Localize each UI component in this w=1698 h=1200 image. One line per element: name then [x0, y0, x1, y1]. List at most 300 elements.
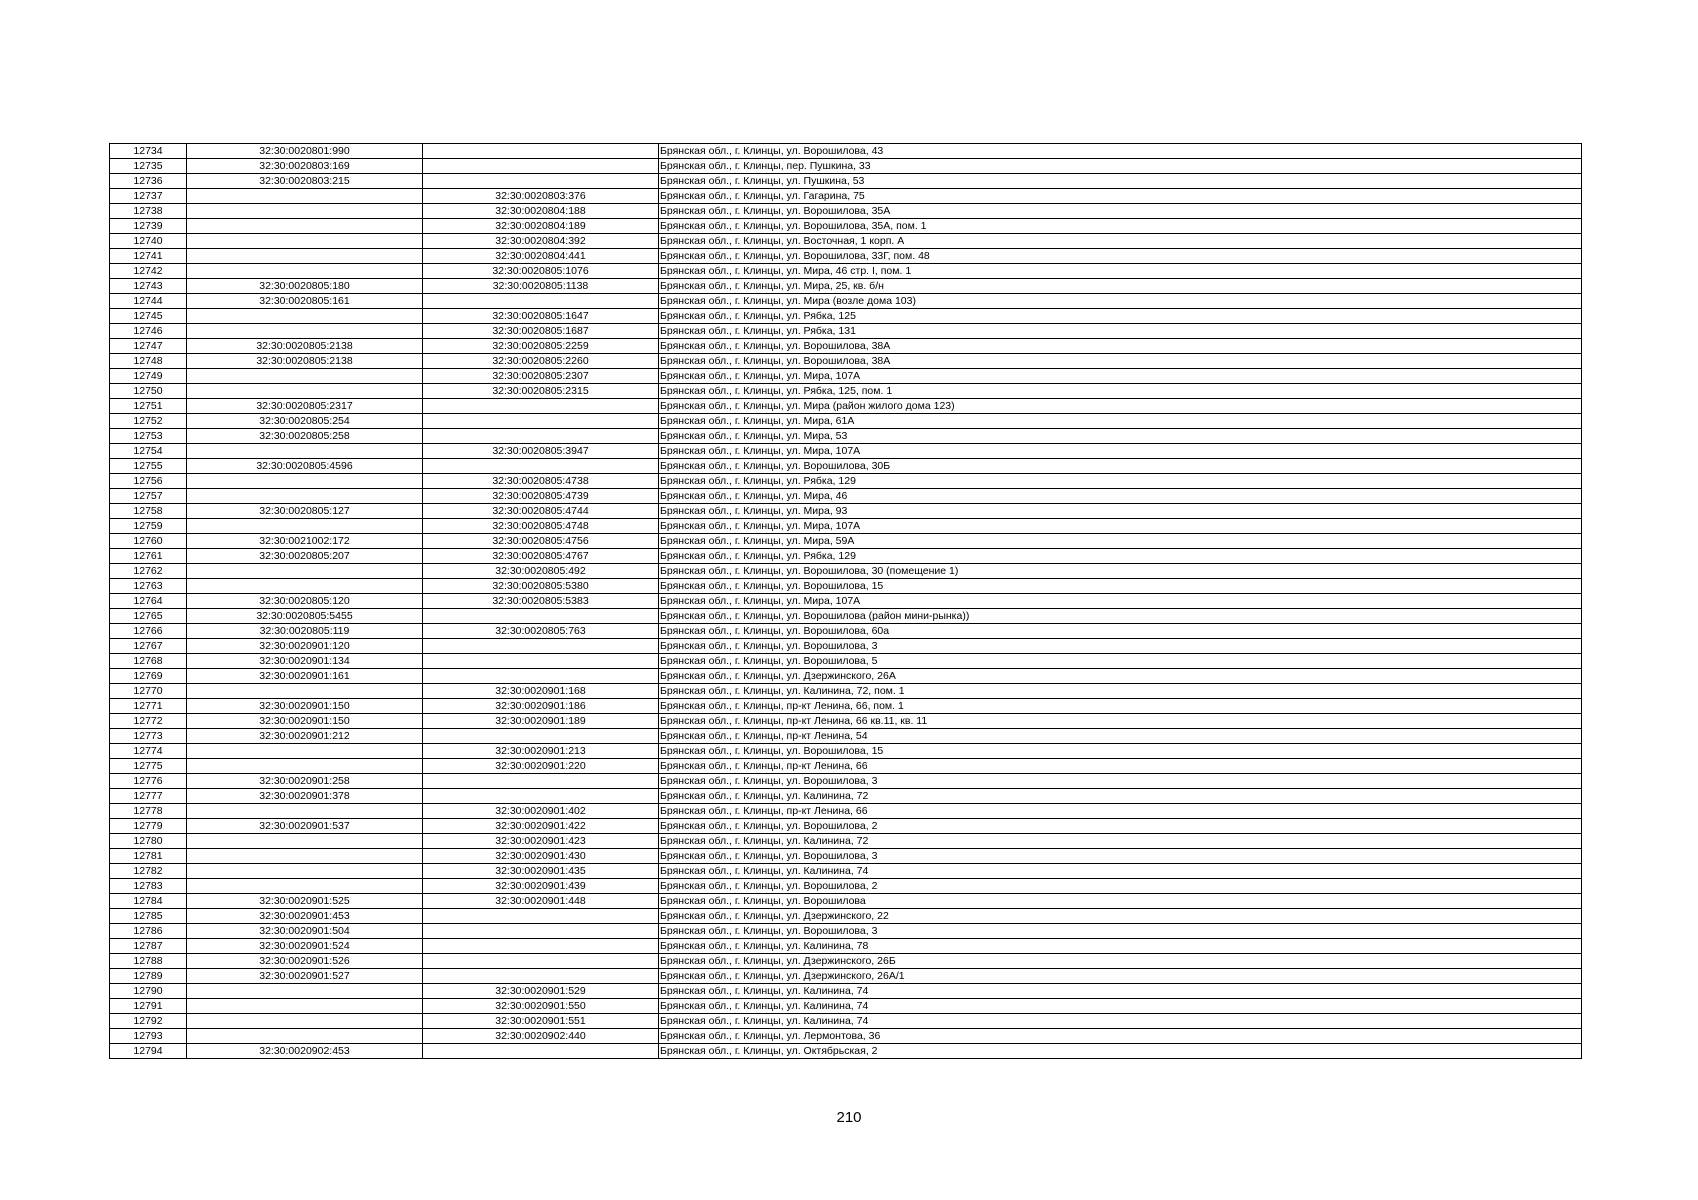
parcel-number-cell: 32:30:0020805:2138 [187, 354, 423, 369]
object-number-cell: 32:30:0020901:439 [423, 879, 659, 894]
object-number-cell: 32:30:0020901:220 [423, 759, 659, 774]
object-number-cell: 32:30:0020901:168 [423, 684, 659, 699]
parcel-number-cell: 32:30:0021002:172 [187, 534, 423, 549]
row-number-cell: 12781 [110, 849, 187, 864]
parcel-number-cell: 32:30:0020901:150 [187, 699, 423, 714]
row-number-cell: 12773 [110, 729, 187, 744]
object-number-cell: 32:30:0020805:763 [423, 624, 659, 639]
object-number-cell [423, 654, 659, 669]
parcel-number-cell: 32:30:0020901:134 [187, 654, 423, 669]
address-cell: Брянская обл., г. Клинцы, ул. Мира, 93 [659, 504, 1582, 519]
table-row [110, 474, 1582, 489]
table-row [110, 174, 1582, 189]
object-number-cell: 32:30:0020804:188 [423, 204, 659, 219]
address-cell: Брянская обл., г. Клинцы, ул. Калинина, 74 [659, 984, 1582, 999]
address-cell: Брянская обл., г. Клинцы, ул. Мира (район жилого дома 123) [659, 399, 1582, 414]
object-number-cell [423, 669, 659, 684]
table-row [110, 759, 1582, 774]
row-number-cell: 12792 [110, 1014, 187, 1029]
object-number-cell: 32:30:0020805:4756 [423, 534, 659, 549]
address-cell: Брянская обл., г. Клинцы, ул. Мира, 53 [659, 429, 1582, 444]
row-number-cell: 12735 [110, 159, 187, 174]
row-number-cell: 12794 [110, 1044, 187, 1059]
address-cell: Брянская обл., г. Клинцы, ул. Ворошилова, 60а [659, 624, 1582, 639]
object-number-cell: 32:30:0020805:1076 [423, 264, 659, 279]
object-number-cell: 32:30:0020805:4748 [423, 519, 659, 534]
table-row [110, 654, 1582, 669]
row-number-cell: 12766 [110, 624, 187, 639]
parcel-number-cell: 32:30:0020901:527 [187, 969, 423, 984]
address-cell: Брянская обл., г. Клинцы, ул. Ворошилова (район мини-рынка)) [659, 609, 1582, 624]
parcel-number-cell: 32:30:0020805:2138 [187, 339, 423, 354]
row-number-cell: 12767 [110, 639, 187, 654]
address-cell: Брянская обл., г. Клинцы, ул. Ворошилова, 15 [659, 744, 1582, 759]
table-row [110, 249, 1582, 264]
object-number-cell: 32:30:0020805:1687 [423, 324, 659, 339]
parcel-number-cell [187, 489, 423, 504]
parcel-number-cell: 32:30:0020805:2317 [187, 399, 423, 414]
address-cell: Брянская обл., г. Клинцы, ул. Мира, 107А [659, 444, 1582, 459]
address-cell: Брянская обл., г. Клинцы, ул. Рябка, 129 [659, 474, 1582, 489]
parcel-number-cell [187, 744, 423, 759]
object-number-cell [423, 459, 659, 474]
address-cell: Брянская обл., г. Клинцы, пр-кт Ленина, 66 [659, 759, 1582, 774]
table-row [110, 519, 1582, 534]
row-number-cell: 12793 [110, 1029, 187, 1044]
table-row [110, 984, 1582, 999]
parcel-number-cell [187, 834, 423, 849]
address-cell: Брянская обл., г. Клинцы, ул. Ворошилова, 38А [659, 339, 1582, 354]
address-cell: Брянская обл., г. Клинцы, ул. Ворошилова, 2 [659, 819, 1582, 834]
object-number-cell [423, 729, 659, 744]
table-row [110, 579, 1582, 594]
object-number-cell: 32:30:0020805:4767 [423, 549, 659, 564]
parcel-number-cell: 32:30:0020805:207 [187, 549, 423, 564]
row-number-cell: 12756 [110, 474, 187, 489]
address-cell: Брянская обл., г. Клинцы, ул. Мира (возле дома 103) [659, 294, 1582, 309]
table-row [110, 264, 1582, 279]
row-number-cell: 12751 [110, 399, 187, 414]
table-row [110, 204, 1582, 219]
table-row [110, 384, 1582, 399]
table-row [110, 879, 1582, 894]
row-number-cell: 12739 [110, 219, 187, 234]
parcel-number-cell: 32:30:0020901:258 [187, 774, 423, 789]
row-number-cell: 12789 [110, 969, 187, 984]
parcel-number-cell: 32:30:0020805:5455 [187, 609, 423, 624]
address-cell: Брянская обл., г. Клинцы, ул. Рябка, 131 [659, 324, 1582, 339]
row-number-cell: 12741 [110, 249, 187, 264]
table-row [110, 819, 1582, 834]
row-number-cell: 12769 [110, 669, 187, 684]
address-cell: Брянская обл., г. Клинцы, ул. Рябка, 125 [659, 309, 1582, 324]
object-number-cell: 32:30:0020901:189 [423, 714, 659, 729]
row-number-cell: 12737 [110, 189, 187, 204]
row-number-cell: 12742 [110, 264, 187, 279]
object-number-cell [423, 924, 659, 939]
parcel-number-cell [187, 234, 423, 249]
table-row [110, 969, 1582, 984]
table-row [110, 279, 1582, 294]
row-number-cell: 12749 [110, 369, 187, 384]
address-cell: Брянская обл., г. Клинцы, ул. Дзержинского, 26Б [659, 954, 1582, 969]
table-row [110, 954, 1582, 969]
parcel-number-cell [187, 879, 423, 894]
parcel-number-cell [187, 219, 423, 234]
table-row [110, 594, 1582, 609]
parcel-number-cell [187, 864, 423, 879]
parcel-number-cell: 32:30:0020901:537 [187, 819, 423, 834]
row-number-cell: 12776 [110, 774, 187, 789]
address-cell: Брянская обл., г. Клинцы, ул. Мира, 46 стр. I, пом. 1 [659, 264, 1582, 279]
row-number-cell: 12790 [110, 984, 187, 999]
object-number-cell: 32:30:0020805:5383 [423, 594, 659, 609]
row-number-cell: 12747 [110, 339, 187, 354]
row-number-cell: 12779 [110, 819, 187, 834]
table-row [110, 639, 1582, 654]
table-row [110, 939, 1582, 954]
parcel-number-cell: 32:30:0020805:161 [187, 294, 423, 309]
parcel-number-cell: 32:30:0020902:453 [187, 1044, 423, 1059]
table-row [110, 804, 1582, 819]
table-row [110, 339, 1582, 354]
object-number-cell: 32:30:0020901:422 [423, 819, 659, 834]
row-number-cell: 12740 [110, 234, 187, 249]
address-cell: Брянская обл., г. Клинцы, ул. Восточная, 1 корп. А [659, 234, 1582, 249]
address-cell: Брянская обл., г. Клинцы, ул. Ворошилова [659, 894, 1582, 909]
table-row [110, 234, 1582, 249]
object-number-cell [423, 969, 659, 984]
object-number-cell [423, 144, 659, 159]
table-row [110, 924, 1582, 939]
address-cell: Брянская обл., г. Клинцы, ул. Мира, 107А [659, 369, 1582, 384]
table-row [110, 909, 1582, 924]
object-number-cell: 32:30:0020901:550 [423, 999, 659, 1014]
parcel-number-cell: 32:30:0020901:378 [187, 789, 423, 804]
address-cell: Брянская обл., г. Клинцы, ул. Мира, 107А [659, 594, 1582, 609]
row-number-cell: 12765 [110, 609, 187, 624]
row-number-cell: 12759 [110, 519, 187, 534]
row-number-cell: 12750 [110, 384, 187, 399]
address-cell: Брянская обл., г. Клинцы, пр-кт Ленина, 66, пом. 1 [659, 699, 1582, 714]
object-number-cell: 32:30:0020901:448 [423, 894, 659, 909]
address-cell: Брянская обл., г. Клинцы, ул. Ворошилова, 30Б [659, 459, 1582, 474]
table-row [110, 684, 1582, 699]
row-number-cell: 12785 [110, 909, 187, 924]
row-number-cell: 12763 [110, 579, 187, 594]
parcel-number-cell [187, 324, 423, 339]
table-row [110, 429, 1582, 444]
address-cell: Брянская обл., г. Клинцы, ул. Дзержинского, 26А [659, 669, 1582, 684]
parcel-number-cell: 32:30:0020801:990 [187, 144, 423, 159]
parcel-number-cell [187, 1029, 423, 1044]
parcel-number-cell: 32:30:0020805:258 [187, 429, 423, 444]
table-row [110, 1014, 1582, 1029]
row-number-cell: 12755 [110, 459, 187, 474]
parcel-number-cell: 32:30:0020901:504 [187, 924, 423, 939]
address-cell: Брянская обл., г. Клинцы, ул. Октябрьская, 2 [659, 1044, 1582, 1059]
parcel-number-cell [187, 369, 423, 384]
object-number-cell [423, 609, 659, 624]
object-number-cell: 32:30:0020805:3947 [423, 444, 659, 459]
address-cell: Брянская обл., г. Клинцы, ул. Гагарина, 75 [659, 189, 1582, 204]
address-cell: Брянская обл., г. Клинцы, ул. Мира, 25, кв. б/н [659, 279, 1582, 294]
address-cell: Брянская обл., г. Клинцы, ул. Мира, 46 [659, 489, 1582, 504]
parcel-number-cell [187, 384, 423, 399]
object-number-cell: 32:30:0020805:2307 [423, 369, 659, 384]
row-number-cell: 12762 [110, 564, 187, 579]
table-row [110, 309, 1582, 324]
parcel-number-cell [187, 999, 423, 1014]
address-cell: Брянская обл., г. Клинцы, ул. Мира, 107А [659, 519, 1582, 534]
parcel-number-cell [187, 519, 423, 534]
parcel-number-cell [187, 189, 423, 204]
row-number-cell: 12775 [110, 759, 187, 774]
row-number-cell: 12787 [110, 939, 187, 954]
table-row [110, 864, 1582, 879]
address-cell: Брянская обл., г. Клинцы, пр-кт Ленина, 66 [659, 804, 1582, 819]
row-number-cell: 12768 [110, 654, 187, 669]
row-number-cell: 12748 [110, 354, 187, 369]
row-number-cell: 12780 [110, 834, 187, 849]
table-row [110, 504, 1582, 519]
row-number-cell: 12778 [110, 804, 187, 819]
parcel-number-cell [187, 804, 423, 819]
row-number-cell: 12777 [110, 789, 187, 804]
registry-table [109, 143, 1582, 1059]
row-number-cell: 12753 [110, 429, 187, 444]
object-number-cell: 32:30:0020805:2315 [423, 384, 659, 399]
row-number-cell: 12752 [110, 414, 187, 429]
row-number-cell: 12782 [110, 864, 187, 879]
object-number-cell: 32:30:0020805:2260 [423, 354, 659, 369]
table-row [110, 834, 1582, 849]
table-row [110, 669, 1582, 684]
address-cell: Брянская обл., г. Клинцы, ул. Ворошилова, 35А [659, 204, 1582, 219]
address-cell: Брянская обл., г. Клинцы, ул. Рябка, 125, пом. 1 [659, 384, 1582, 399]
object-number-cell [423, 939, 659, 954]
parcel-number-cell [187, 1014, 423, 1029]
table-row [110, 219, 1582, 234]
table-row [110, 369, 1582, 384]
address-cell: Брянская обл., г. Клинцы, ул. Мира, 59А [659, 534, 1582, 549]
object-number-cell [423, 639, 659, 654]
object-number-cell: 32:30:0020805:1647 [423, 309, 659, 324]
object-number-cell [423, 159, 659, 174]
row-number-cell: 12761 [110, 549, 187, 564]
parcel-number-cell [187, 684, 423, 699]
table-row [110, 699, 1582, 714]
table-row [110, 189, 1582, 204]
address-cell: Брянская обл., г. Клинцы, ул. Ворошилова, 3 [659, 849, 1582, 864]
object-number-cell: 32:30:0020803:376 [423, 189, 659, 204]
object-number-cell: 32:30:0020805:1138 [423, 279, 659, 294]
address-cell: Брянская обл., г. Клинцы, ул. Ворошилова, 3 [659, 924, 1582, 939]
parcel-number-cell: 32:30:0020901:161 [187, 669, 423, 684]
parcel-number-cell: 32:30:0020805:120 [187, 594, 423, 609]
object-number-cell: 32:30:0020901:213 [423, 744, 659, 759]
table-row [110, 534, 1582, 549]
address-cell: Брянская обл., г. Клинцы, ул. Дзержинского, 26А/1 [659, 969, 1582, 984]
row-number-cell: 12758 [110, 504, 187, 519]
table-row [110, 414, 1582, 429]
row-number-cell: 12771 [110, 699, 187, 714]
parcel-number-cell [187, 264, 423, 279]
table-row [110, 399, 1582, 414]
row-number-cell: 12745 [110, 309, 187, 324]
row-number-cell: 12791 [110, 999, 187, 1014]
row-number-cell: 12738 [110, 204, 187, 219]
address-cell: Брянская обл., г. Клинцы, ул. Мира, 61А [659, 414, 1582, 429]
object-number-cell: 32:30:0020901:402 [423, 804, 659, 819]
parcel-number-cell [187, 579, 423, 594]
address-cell: Брянская обл., г. Клинцы, ул. Калинина, 78 [659, 939, 1582, 954]
parcel-number-cell [187, 249, 423, 264]
row-number-cell: 12788 [110, 954, 187, 969]
table-row [110, 324, 1582, 339]
row-number-cell: 12774 [110, 744, 187, 759]
table-row [110, 549, 1582, 564]
object-number-cell: 32:30:0020805:492 [423, 564, 659, 579]
address-cell: Брянская обл., г. Клинцы, ул. Дзержинского, 22 [659, 909, 1582, 924]
parcel-number-cell: 32:30:0020803:169 [187, 159, 423, 174]
parcel-number-cell: 32:30:0020901:453 [187, 909, 423, 924]
address-cell: Брянская обл., г. Клинцы, ул. Калинина, 74 [659, 1014, 1582, 1029]
object-number-cell: 32:30:0020804:392 [423, 234, 659, 249]
object-number-cell: 32:30:0020804:189 [423, 219, 659, 234]
address-cell: Брянская обл., г. Клинцы, пр-кт Ленина, 54 [659, 729, 1582, 744]
address-cell: Брянская обл., г. Клинцы, ул. Лермонтова, 36 [659, 1029, 1582, 1044]
object-number-cell: 32:30:0020804:441 [423, 249, 659, 264]
table-row [110, 354, 1582, 369]
address-cell: Брянская обл., г. Клинцы, ул. Калинина, 74 [659, 999, 1582, 1014]
row-number-cell: 12754 [110, 444, 187, 459]
object-number-cell: 32:30:0020901:529 [423, 984, 659, 999]
parcel-number-cell: 32:30:0020901:524 [187, 939, 423, 954]
table-row [110, 849, 1582, 864]
object-number-cell: 32:30:0020805:5380 [423, 579, 659, 594]
object-number-cell [423, 774, 659, 789]
row-number-cell: 12784 [110, 894, 187, 909]
row-number-cell: 12744 [110, 294, 187, 309]
address-cell: Брянская обл., г. Клинцы, пр-кт Ленина, 66 кв.11, кв. 11 [659, 714, 1582, 729]
address-cell: Брянская обл., г. Клинцы, ул. Ворошилова, 35А, пом. 1 [659, 219, 1582, 234]
table-row [110, 609, 1582, 624]
table-row [110, 444, 1582, 459]
row-number-cell: 12760 [110, 534, 187, 549]
row-number-cell: 12764 [110, 594, 187, 609]
table-row [110, 624, 1582, 639]
parcel-number-cell: 32:30:0020805:119 [187, 624, 423, 639]
parcel-number-cell: 32:30:0020901:120 [187, 639, 423, 654]
address-cell: Брянская обл., г. Клинцы, ул. Ворошилова, 3 [659, 639, 1582, 654]
table-row [110, 144, 1582, 159]
row-number-cell: 12786 [110, 924, 187, 939]
object-number-cell [423, 399, 659, 414]
object-number-cell [423, 414, 659, 429]
address-cell: Брянская обл., г. Клинцы, пер. Пушкина, 33 [659, 159, 1582, 174]
parcel-number-cell [187, 309, 423, 324]
address-cell: Брянская обл., г. Клинцы, ул. Калинина, 74 [659, 864, 1582, 879]
parcel-number-cell [187, 849, 423, 864]
row-number-cell: 12770 [110, 684, 187, 699]
object-number-cell: 32:30:0020901:186 [423, 699, 659, 714]
parcel-number-cell: 32:30:0020805:127 [187, 504, 423, 519]
address-cell: Брянская обл., г. Клинцы, ул. Ворошилова, 5 [659, 654, 1582, 669]
object-number-cell: 32:30:0020805:4744 [423, 504, 659, 519]
table-row [110, 714, 1582, 729]
address-cell: Брянская обл., г. Клинцы, ул. Ворошилова, 38А [659, 354, 1582, 369]
parcel-number-cell: 32:30:0020805:180 [187, 279, 423, 294]
object-number-cell [423, 174, 659, 189]
parcel-number-cell [187, 444, 423, 459]
object-number-cell: 32:30:0020901:435 [423, 864, 659, 879]
address-cell: Брянская обл., г. Клинцы, ул. Ворошилова, 33Г, пом. 48 [659, 249, 1582, 264]
address-cell: Брянская обл., г. Клинцы, ул. Ворошилова, 15 [659, 579, 1582, 594]
parcel-number-cell: 32:30:0020901:526 [187, 954, 423, 969]
table-row [110, 999, 1582, 1014]
object-number-cell: 32:30:0020805:4738 [423, 474, 659, 489]
object-number-cell: 32:30:0020901:551 [423, 1014, 659, 1029]
row-number-cell: 12783 [110, 879, 187, 894]
address-cell: Брянская обл., г. Клинцы, ул. Калинина, 72 [659, 789, 1582, 804]
row-number-cell: 12743 [110, 279, 187, 294]
address-cell: Брянская обл., г. Клинцы, ул. Ворошилова, 30 (помещение 1) [659, 564, 1582, 579]
address-cell: Брянская обл., г. Клинцы, ул. Калинина, 72, пом. 1 [659, 684, 1582, 699]
row-number-cell: 12757 [110, 489, 187, 504]
address-cell: Брянская обл., г. Клинцы, ул. Ворошилова, 3 [659, 774, 1582, 789]
object-number-cell [423, 1044, 659, 1059]
table-row [110, 789, 1582, 804]
object-number-cell: 32:30:0020805:4739 [423, 489, 659, 504]
table-row [110, 774, 1582, 789]
address-cell: Брянская обл., г. Клинцы, ул. Пушкина, 53 [659, 174, 1582, 189]
parcel-number-cell: 32:30:0020901:212 [187, 729, 423, 744]
table-row [110, 1044, 1582, 1059]
parcel-number-cell [187, 474, 423, 489]
table-row [110, 459, 1582, 474]
table-row [110, 159, 1582, 174]
parcel-number-cell [187, 759, 423, 774]
table-row [110, 489, 1582, 504]
parcel-number-cell: 32:30:0020901:150 [187, 714, 423, 729]
parcel-number-cell: 32:30:0020805:4596 [187, 459, 423, 474]
address-cell: Брянская обл., г. Клинцы, ул. Ворошилова, 2 [659, 879, 1582, 894]
object-number-cell: 32:30:0020805:2259 [423, 339, 659, 354]
row-number-cell: 12736 [110, 174, 187, 189]
object-number-cell [423, 294, 659, 309]
table-row [110, 564, 1582, 579]
table-row [110, 294, 1582, 309]
address-cell: Брянская обл., г. Клинцы, ул. Рябка, 129 [659, 549, 1582, 564]
table-row [110, 894, 1582, 909]
parcel-number-cell [187, 204, 423, 219]
address-cell: Брянская обл., г. Клинцы, ул. Калинина, 72 [659, 834, 1582, 849]
object-number-cell: 32:30:0020901:423 [423, 834, 659, 849]
row-number-cell: 12746 [110, 324, 187, 339]
page-number: 210 [836, 1109, 862, 1126]
object-number-cell [423, 909, 659, 924]
parcel-number-cell [187, 564, 423, 579]
table-row [110, 744, 1582, 759]
object-number-cell [423, 429, 659, 444]
row-number-cell: 12734 [110, 144, 187, 159]
object-number-cell: 32:30:0020901:430 [423, 849, 659, 864]
parcel-number-cell: 32:30:0020803:215 [187, 174, 423, 189]
parcel-number-cell: 32:30:0020805:254 [187, 414, 423, 429]
object-number-cell: 32:30:0020902:440 [423, 1029, 659, 1044]
parcel-number-cell: 32:30:0020901:525 [187, 894, 423, 909]
